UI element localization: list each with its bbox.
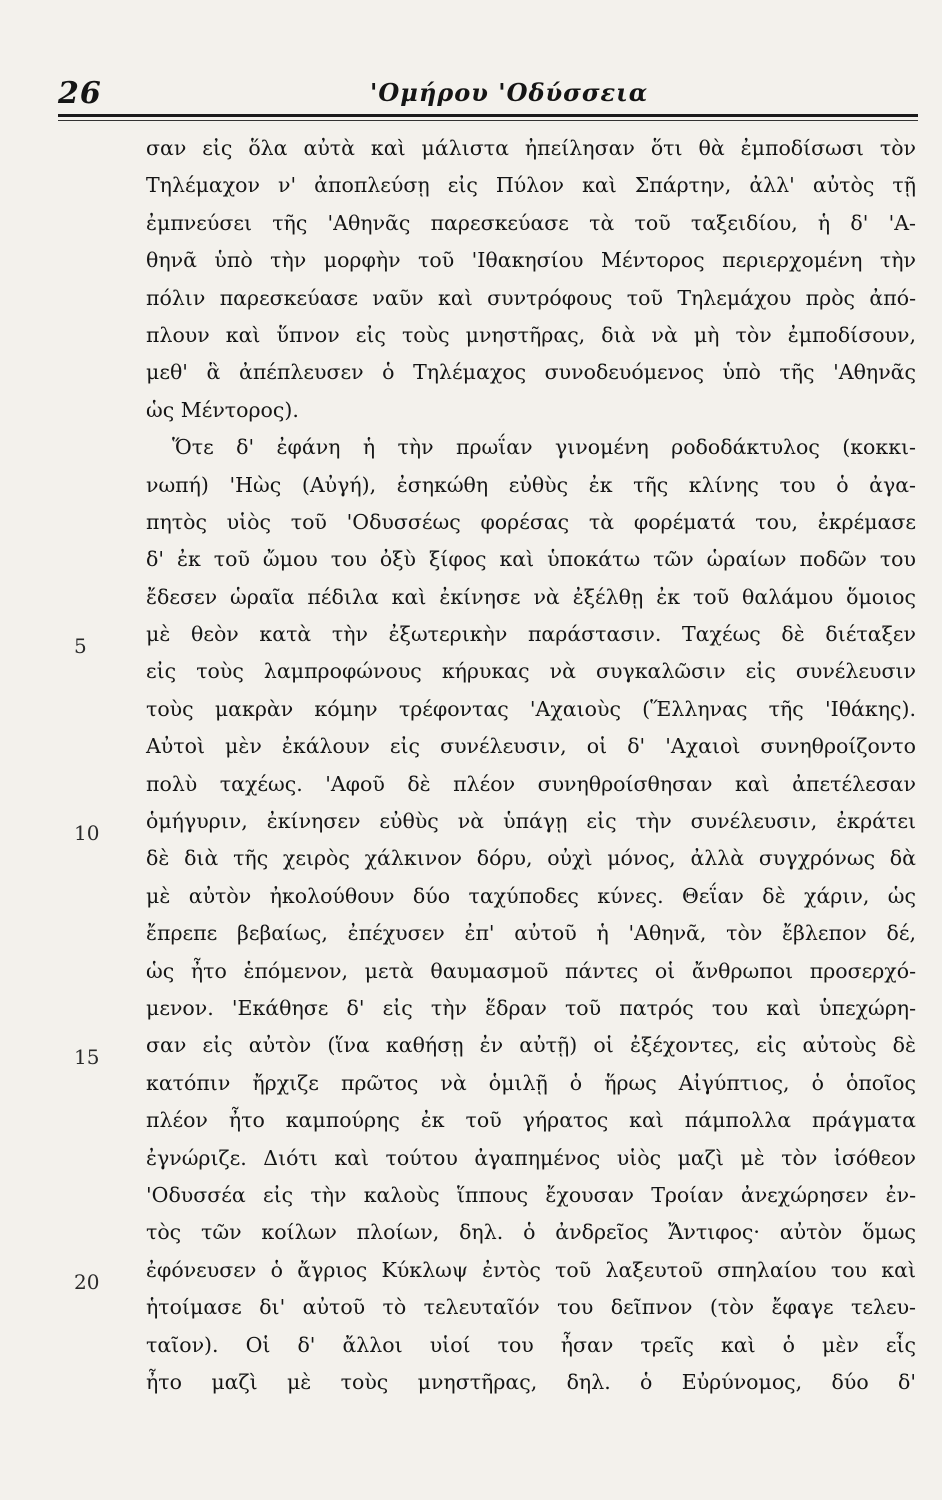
text-line: ταῖον). Οἱ δ' ἄλλοι υἱοί του ἦσαν τρεῖς καὶ ὁ μὲν εἷς [146,1332,916,1357]
line-number-15: 15 [74,1045,100,1069]
text-line: Αὐτοὶ μὲν ἐκάλουν εἰς συνέλευσιν, οἱ δ' 'Αχαιοὶ συνηθροίζοντο [146,734,916,759]
text-line: εἰς τοὺς λαμπροφώνους κήρυκας νὰ συγκαλῶσιν εἰς συνέλευσιν [146,659,916,684]
text-line: ἐγνώριζε. Διότι καὶ τούτου ἀγαπημένος υἱὸς μαζὶ μὲ τὸν ἰσόθεον [146,1145,916,1170]
header-rule [58,114,918,117]
text-line: ἡτοίμασε δι' αὐτοῦ τὸ τελευταῖόν του δεῖπνον (τὸν ἔφαγε τελευ- [146,1295,916,1320]
text-line: κατόπιν ἤρχιζε πρῶτος νὰ ὁμιλῇ ὁ ἥρως Αἰγύπτιος, ὁ ὁποῖος [146,1070,916,1095]
text-line: τοὺς μακρὰν κόμην τρέφοντας 'Αχαιοὺς (Ἕλληνας τῆς 'Ιθάκης). [146,696,916,721]
text-line: ὡς ἦτο ἑπόμενον, μετὰ θαυμασμοῦ πάντες οἱ ἄνθρωποι προσερχό- [146,958,916,983]
body-text [146,130,916,1401]
line-number-20: 20 [74,1270,100,1294]
text-line: πολὺ ταχέως. 'Αφοῦ δὲ πλέον συνηθροίσθησαν καὶ ἀπετέλεσαν [146,771,916,796]
text-line: δ' ἐκ τοῦ ὤμου του ὀξὺ ξίφος καὶ ὑποκάτω τῶν ὡραίων ποδῶν του [146,547,916,572]
text-line: θηνᾶ ὑπὸ τὴν μορφὴν τοῦ 'Ιθακησίου Μέντορος περιερχομένη τὴν [146,248,916,273]
text-line: ὡς Μέντορος). [146,397,299,422]
text-line: ὁμήγυριν, ἐκίνησεν εὐθὺς νὰ ὑπάγῃ εἰς τὴν συνέλευσιν, ἐκράτει [146,809,916,834]
text-line: σαν εἰς ὅλα αὐτὰ καὶ μάλιστα ἠπείλησαν ὅτι θὰ ἐμποδίσωσι τὸν [146,136,916,160]
text-line: ἐφόνευσεν ὁ ἄγριος Κύκλωψ ἐντὸς τοῦ λαξευτοῦ σπηλαίου του καὶ [146,1257,916,1282]
header-rule-thin [58,120,918,121]
text-line: ἔδεσεν ὡραῖα πέδιλα καὶ ἐκίνησε νὰ ἐξέλθῃ ἐκ τοῦ θαλάμου ὅμοιος [146,584,916,609]
text-line: πλουν καὶ ὕπνον εἰς τοὺς μνηστῆρας, διὰ νὰ μὴ τὸν ἐμποδίσουν, [146,322,916,347]
text-line: μὲ αὐτὸν ἠκολούθουν δύο ταχύποδες κύνες. Θεΐαν δὲ χάριν, ὡς [146,883,916,908]
page-header [58,76,916,116]
text-line: Τηλέμαχον ν' ἀποπλεύσῃ εἰς Πύλον καὶ Σπάρτην, ἀλλ' αὐτὸς τῇ [146,173,916,198]
text-line: πλέον ἦτο καμπούρης ἐκ τοῦ γήρατος καὶ πάμπολλα πράγματα [146,1108,916,1133]
text-line: ἐμπνεύσει τῆς 'Αθηνᾶς παρεσκεύασε τὰ τοῦ ταξειδίου, ἡ δ' 'Α- [146,210,916,235]
text-line: τὸς τῶν κοίλων πλοίων, δηλ. ὁ ἀνδρεῖος Ἄντιφος· αὐτὸν ὅμως [146,1220,916,1245]
text-line: μεθ' ἃ ἀπέπλευσεν ὁ Τηλέμαχος συνοδευόμενος ὑπὸ τῆς 'Αθηνᾶς [146,360,916,385]
text-line: νωπή) 'Ηὼς (Αὐγή), ἐσηκώθη εὐθὺς ἐκ τῆς κλίνης του ὁ ἀγα- [146,472,916,497]
text-line: πόλιν παρεσκεύασε ναῦν καὶ συντρόφους τοῦ Τηλεμάχου πρὸς ἀπό- [146,285,916,310]
text-line: μενον. 'Εκάθησε δ' εἰς τὴν ἕδραν τοῦ πατρός του καὶ ὑπεχώρη- [146,995,916,1020]
text-line: σαν εἰς αὐτὸν (ἵνα καθήσῃ ἐν αὐτῇ) οἱ ἐξέχοντες, εἰς αὐτοὺς δὲ [146,1033,916,1058]
text-line: ἦτο μαζὶ μὲ τοὺς μνηστῆρας, δηλ. ὁ Εὐρύνομος, δύο δ' [146,1369,916,1394]
line-number-5: 5 [74,634,87,658]
text-line: πητὸς υἱὸς τοῦ 'Οδυσσέως φορέσας τὰ φορέματά του, ἐκρέμασε [146,509,916,534]
text-line: δὲ διὰ τῆς χειρὸς χάλκινον δόρυ, οὐχὶ μόνος, ἀλλὰ συγχρόνως δὰ [146,846,916,871]
text-line: Ὅτε δ' ἐφάνη ἡ τὴν πρωΐαν γινομένη ροδοδάκτυλος (κοκκι- [172,435,916,460]
text-line: 'Οδυσσέα εἰς τὴν καλοὺς ἵππους ἔχουσαν Τροίαν ἀνεχώρησεν ἐν- [146,1182,916,1207]
line-number-10: 10 [74,821,100,845]
text-line: ἔπρεπε βεβαίως, ἐπέχυσεν ἐπ' αὐτοῦ ἡ 'Αθηνᾶ, τὸν ἔβλεπον δέ, [146,921,916,946]
running-title: 'Ομήρου 'Οδύσσεια [370,78,649,107]
text-line: μὲ θεὸν κατὰ τὴν ἐξωτερικὴν παράστασιν. Ταχέως δὲ διέταξεν [146,622,916,647]
page-number: 26 [58,76,102,111]
